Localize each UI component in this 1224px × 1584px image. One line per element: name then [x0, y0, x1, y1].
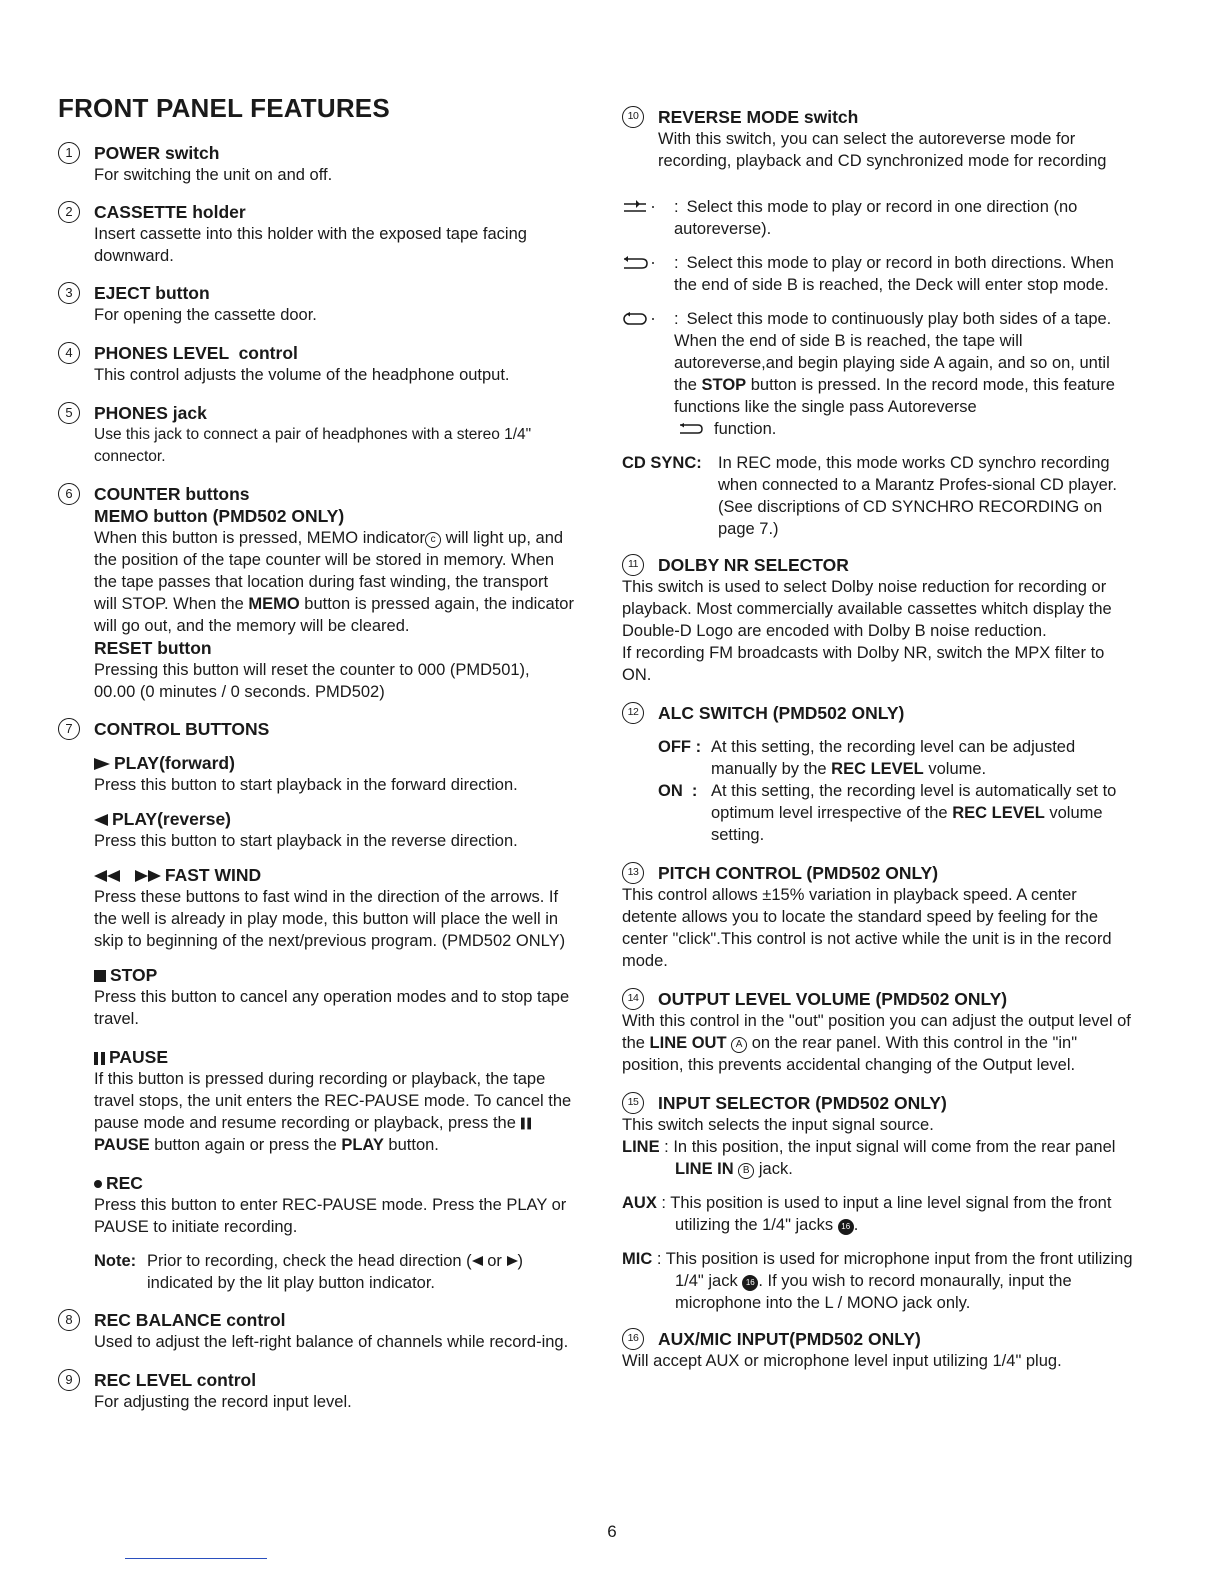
cd-sync-see: (See discriptions of CD SYNCHRO RECORDING on page 7.)	[718, 498, 1103, 538]
mode3-text-a: Select this mode to continuously play both sides of a tape. When the end of side B is reached, the tape will autoreverse,and begin playing side A again, and so on, until the	[674, 310, 1112, 394]
item-title: DOLBY NR SELECTOR	[658, 555, 849, 575]
memo-indicator-ref: c	[425, 532, 441, 548]
fast-wind-text: Press these buttons to fast wind in the direction of the arrows. If the well is already in play mode, this button will place the well in skip to beginning of the next/previous program. (PMD502 ONLY)	[94, 888, 566, 950]
item-title: PHONES jack	[94, 403, 207, 423]
item-title: REC BALANCE control	[94, 1310, 286, 1330]
feature-3-eject-button	[58, 282, 574, 326]
note-label: Note:	[94, 1252, 137, 1270]
feature-5-phones-jack	[58, 402, 574, 468]
mode-colon: :	[674, 198, 679, 216]
feature-6-counter-buttons	[58, 483, 574, 703]
line-out-ref: A	[731, 1037, 747, 1053]
line-text-a: : In this position, the input signal will come from the rear panel	[659, 1138, 1116, 1156]
play-reverse-icon	[94, 814, 108, 826]
note-text	[147, 1250, 574, 1294]
mode-cd-sync	[622, 452, 1134, 540]
alc-on-text-b: volume setting.	[711, 804, 1103, 844]
item-title: REVERSE MODE switch	[658, 107, 859, 127]
mode-both-directions	[622, 252, 1134, 296]
item-title: AUX/MIC INPUT(PMD502 ONLY)	[658, 1329, 921, 1349]
alc-off-text-a: At this setting, the recording level can be adjusted manually by the	[711, 738, 1076, 778]
rec-dot-icon	[94, 1180, 102, 1188]
play-reverse-title	[94, 808, 574, 830]
output-text-b: on the rear panel. With this control in the "in" position, this prevents accidental changing of the Output level.	[622, 1034, 1078, 1074]
item-title: POWER switch	[94, 143, 220, 163]
alc-on-label: ON :	[658, 782, 698, 800]
item-number: 3	[58, 282, 80, 304]
item-title: ALC SWITCH (PMD502 ONLY)	[658, 703, 905, 723]
mode3-bold: STOP	[701, 376, 747, 394]
feature-1-power-switch	[58, 142, 574, 186]
left-column	[58, 142, 574, 1413]
input-options	[622, 1136, 1134, 1314]
pause-text-a: If this button is pressed during recording or playback, the tape travel stops, the unit enters the REC-PAUSE mode. To cancel the pause mode and resume recording or playback, press the	[94, 1070, 572, 1132]
pause-section	[94, 1046, 574, 1156]
line-bold: LINE IN	[675, 1160, 734, 1178]
cd-sync-description: In REC mode, this mode works CD synchro recording when connected to a Marantz Profes-sional CD player.	[718, 454, 1117, 494]
reverse-arrow-icon	[472, 1256, 483, 1266]
play-forward-label: PLAY(forward)	[114, 753, 235, 773]
mode-colon: :	[674, 254, 679, 272]
play-forward-icon	[94, 758, 110, 770]
input-line	[622, 1136, 1134, 1180]
one-way-icon	[622, 196, 674, 240]
item-number: 15	[622, 1092, 644, 1114]
pause-text-b: button again or press the	[149, 1136, 342, 1154]
page-title: FRONT PANEL FEATURES	[58, 93, 390, 123]
mic-text-b: . If you wish to record monaurally, input the microphone into the L / MONO jack only.	[675, 1272, 1072, 1312]
memo-text-c: button is pressed again, the indicator will go out, and the memory will be cleared.	[94, 595, 574, 635]
feature-10-reverse-mode	[622, 106, 1134, 540]
item-number: 16	[622, 1328, 644, 1350]
item-title: CONTROL BUTTONS	[94, 719, 270, 739]
reset-button-text: Pressing this button will reset the counter to 000 (PMD501), 00.00 (0 minutes / 0 seconds. PMD502)	[94, 661, 530, 701]
feature-15-input-selector	[622, 1092, 1134, 1314]
play-reverse-label: PLAY(reverse)	[112, 809, 232, 829]
item-text: For opening the cassette door.	[94, 306, 317, 324]
mic-text-a: : This position is used for microphone input from the front utilizing 1/4" jack	[652, 1250, 1133, 1290]
mode-continuous-text	[674, 308, 1134, 440]
item-title: PITCH CONTROL (PMD502 ONLY)	[658, 863, 939, 883]
item-text: This switch is used to select Dolby noise reduction for recording or playback. Most commercially available cassettes whitch display the Double-D Logo are encoded with Dolby B noise reduction.	[622, 578, 1112, 640]
item-title: OUTPUT LEVEL VOLUME (PMD502 ONLY)	[658, 989, 1008, 1009]
feature-16-aux-mic-input	[622, 1328, 1134, 1372]
item-title: REC LEVEL control	[94, 1370, 257, 1390]
item-number: 4	[58, 342, 80, 364]
memo-button-text	[94, 527, 574, 637]
item-number: 13	[622, 862, 644, 884]
page-number: 6	[607, 1522, 617, 1541]
feature-8-rec-balance	[58, 1309, 574, 1353]
aux-label: AUX	[622, 1194, 657, 1212]
rec-note	[94, 1250, 574, 1294]
output-bold: LINE OUT	[649, 1034, 727, 1052]
item-number: 6	[58, 483, 80, 505]
feature-7-control-buttons	[58, 718, 574, 1294]
item-text: Used to adjust the left-right balance of channels while record-ing.	[94, 1333, 569, 1351]
alc-off-text	[711, 736, 1134, 780]
item-title: COUNTER buttons	[94, 484, 250, 504]
item-number: 2	[58, 201, 80, 223]
memo-text-b: will light up, and the position of the tape counter will be stored in memory. When the tape passes that location during fast winding, the transport will STOP. When the	[94, 529, 564, 613]
feature-2-cassette-holder	[58, 201, 574, 267]
reverse-once-icon	[622, 252, 674, 296]
fast-wind-section	[94, 864, 574, 952]
item-text: This switch selects the input signal source.	[622, 1116, 934, 1134]
rec-section	[94, 1172, 574, 1238]
item-text: Insert cassette into this holder with the exposed tape facing downward.	[94, 225, 527, 265]
mode2-text: Select this mode to play or record in both directions. When the end of side B is reached, the Deck will enter stop mode.	[674, 254, 1114, 294]
item-title: EJECT button	[94, 283, 210, 303]
reset-button-title: RESET button	[94, 638, 212, 658]
item-number: 7	[58, 718, 80, 740]
rec-text: Press this button to enter REC-PAUSE mode. Press the PLAY or PAUSE to initiate recording.	[94, 1196, 567, 1236]
stop-section	[94, 964, 574, 1030]
note-or: or	[482, 1252, 507, 1270]
memo-bold: MEMO	[248, 595, 300, 613]
right-column	[622, 106, 1134, 1372]
item-text: Will accept AUX or microphone level input utilizing 1/4" plug.	[622, 1352, 1062, 1370]
item-text: This control allows ±15% variation in playback speed. A center detente allows you to locate the standard speed by feeling for the center "click".This control is not active while the unit is in the record mode.	[622, 886, 1112, 970]
alc-on	[658, 780, 1134, 846]
mode3-text-c: function.	[714, 420, 777, 438]
item-text: This control adjusts the volume of the headphone output.	[94, 366, 510, 384]
play-reverse-section	[94, 808, 574, 852]
alc-off-label: OFF :	[658, 738, 702, 756]
feature-12-alc-switch	[622, 702, 1134, 846]
rec-label: REC	[106, 1173, 143, 1193]
feature-14-output-level	[622, 988, 1134, 1076]
mode-one-direction-text	[674, 196, 1134, 240]
output-text-a: With this control in the "out" position you can adjust the output level of the	[622, 1012, 1131, 1052]
input-mic	[622, 1248, 1134, 1314]
alc-on-bold: REC LEVEL	[952, 804, 1045, 822]
mic-ref: 16	[742, 1275, 758, 1291]
stop-icon	[94, 970, 106, 982]
mode-both-directions-text	[674, 252, 1134, 296]
fast-forward-icon	[135, 870, 161, 882]
memo-text-a: When this button is pressed, MEMO indicator	[94, 529, 426, 547]
pause-bold: PAUSE	[94, 1136, 150, 1154]
item-number: 1	[58, 142, 80, 164]
cd-sync-label: CD SYNC:	[622, 454, 702, 472]
bottom-rule	[125, 1558, 267, 1559]
note-text-a: Prior to recording, check the head direction (	[147, 1252, 472, 1270]
stop-text: Press this button to cancel any operation modes and to stop tape travel.	[94, 988, 570, 1028]
stop-label: STOP	[110, 965, 158, 985]
item-number: 8	[58, 1309, 80, 1331]
fast-wind-label: FAST WIND	[164, 865, 262, 885]
item-number: 10	[622, 106, 644, 128]
cd-sync-text	[718, 452, 1134, 540]
rec-title	[94, 1172, 574, 1194]
mode-colon: :	[674, 310, 679, 328]
forward-arrow-icon	[507, 1256, 518, 1266]
aux-end: .	[853, 1216, 859, 1234]
alc-off	[658, 736, 1134, 780]
item-title: PHONES LEVEL control	[94, 343, 298, 363]
item-text	[622, 1010, 1134, 1076]
aux-ref: 16	[838, 1219, 854, 1235]
item-number: 9	[58, 1369, 80, 1391]
stop-title	[94, 964, 574, 986]
feature-11-dolby-nr	[622, 554, 1134, 686]
pause-icon	[94, 1052, 105, 1065]
alc-settings	[658, 736, 1134, 846]
alc-on-text-a: At this setting, the recording level is automatically set to optimum level irrespective of the	[711, 782, 1117, 822]
play-forward-section	[94, 752, 574, 796]
fast-wind-title	[94, 864, 574, 886]
alc-off-text-b: volume.	[923, 760, 987, 778]
mode3-text-b: button is pressed. In the record mode, this feature functions like the single pass Autoreverse	[674, 376, 1115, 416]
mode-continuous	[622, 308, 1134, 440]
aux-text: : This position is used to input a line level signal from the front utilizing the 1/4" jacks	[656, 1194, 1112, 1234]
continuous-loop-icon	[622, 308, 674, 440]
item-text: With this switch, you can select the autoreverse mode for recording, playback and CD synchronized mode for recording	[658, 130, 1107, 170]
line-in-ref: B	[738, 1163, 754, 1179]
memo-button-title: MEMO button (PMD502 ONLY)	[94, 506, 345, 526]
line-label: LINE	[622, 1138, 660, 1156]
item-text: For adjusting the record input level.	[94, 1393, 352, 1411]
mode1-text: Select this mode to play or record in one direction (no autoreverse).	[674, 198, 1078, 238]
reverse-modes	[622, 196, 1134, 540]
item-title: CASSETTE holder	[94, 202, 246, 222]
pause-text	[94, 1068, 574, 1156]
pause-play-bold: PLAY	[341, 1136, 384, 1154]
note-text-b: ) indicated by the lit play button indicator.	[147, 1252, 524, 1292]
play-reverse-text: Press this button to start playback in the reverse direction.	[94, 832, 518, 850]
item-number: 11	[622, 554, 644, 576]
line-text-b: jack.	[754, 1160, 793, 1178]
item-text: Use this jack to connect a pair of headphones with a stereo 1/4" connector.	[94, 426, 532, 465]
feature-4-phones-level	[58, 342, 574, 386]
pause-inline-icon	[521, 1117, 531, 1130]
item-text: For switching the unit on and off.	[94, 166, 333, 184]
feature-13-pitch-control	[622, 862, 1134, 972]
item-number: 12	[622, 702, 644, 724]
play-forward-text: Press this button to start playback in the forward direction.	[94, 776, 518, 794]
input-aux	[622, 1192, 1134, 1236]
pause-title	[94, 1046, 574, 1068]
item-number: 5	[58, 402, 80, 424]
reverse-once-inline-icon	[678, 423, 708, 435]
item-number: 14	[622, 988, 644, 1010]
item-title: INPUT SELECTOR (PMD502 ONLY)	[658, 1093, 947, 1113]
mode-one-direction	[622, 196, 1134, 240]
play-forward-title	[94, 752, 574, 774]
item-text-2: If recording FM broadcasts with Dolby NR, switch the MPX filter to ON.	[622, 644, 1105, 684]
pause-label: PAUSE	[109, 1047, 168, 1067]
alc-on-text	[711, 780, 1134, 846]
alc-off-bold: REC LEVEL	[831, 760, 924, 778]
feature-9-rec-level	[58, 1369, 574, 1413]
rewind-icon	[94, 870, 120, 882]
mic-label: MIC	[622, 1250, 653, 1268]
pause-text-c: button.	[383, 1136, 439, 1154]
